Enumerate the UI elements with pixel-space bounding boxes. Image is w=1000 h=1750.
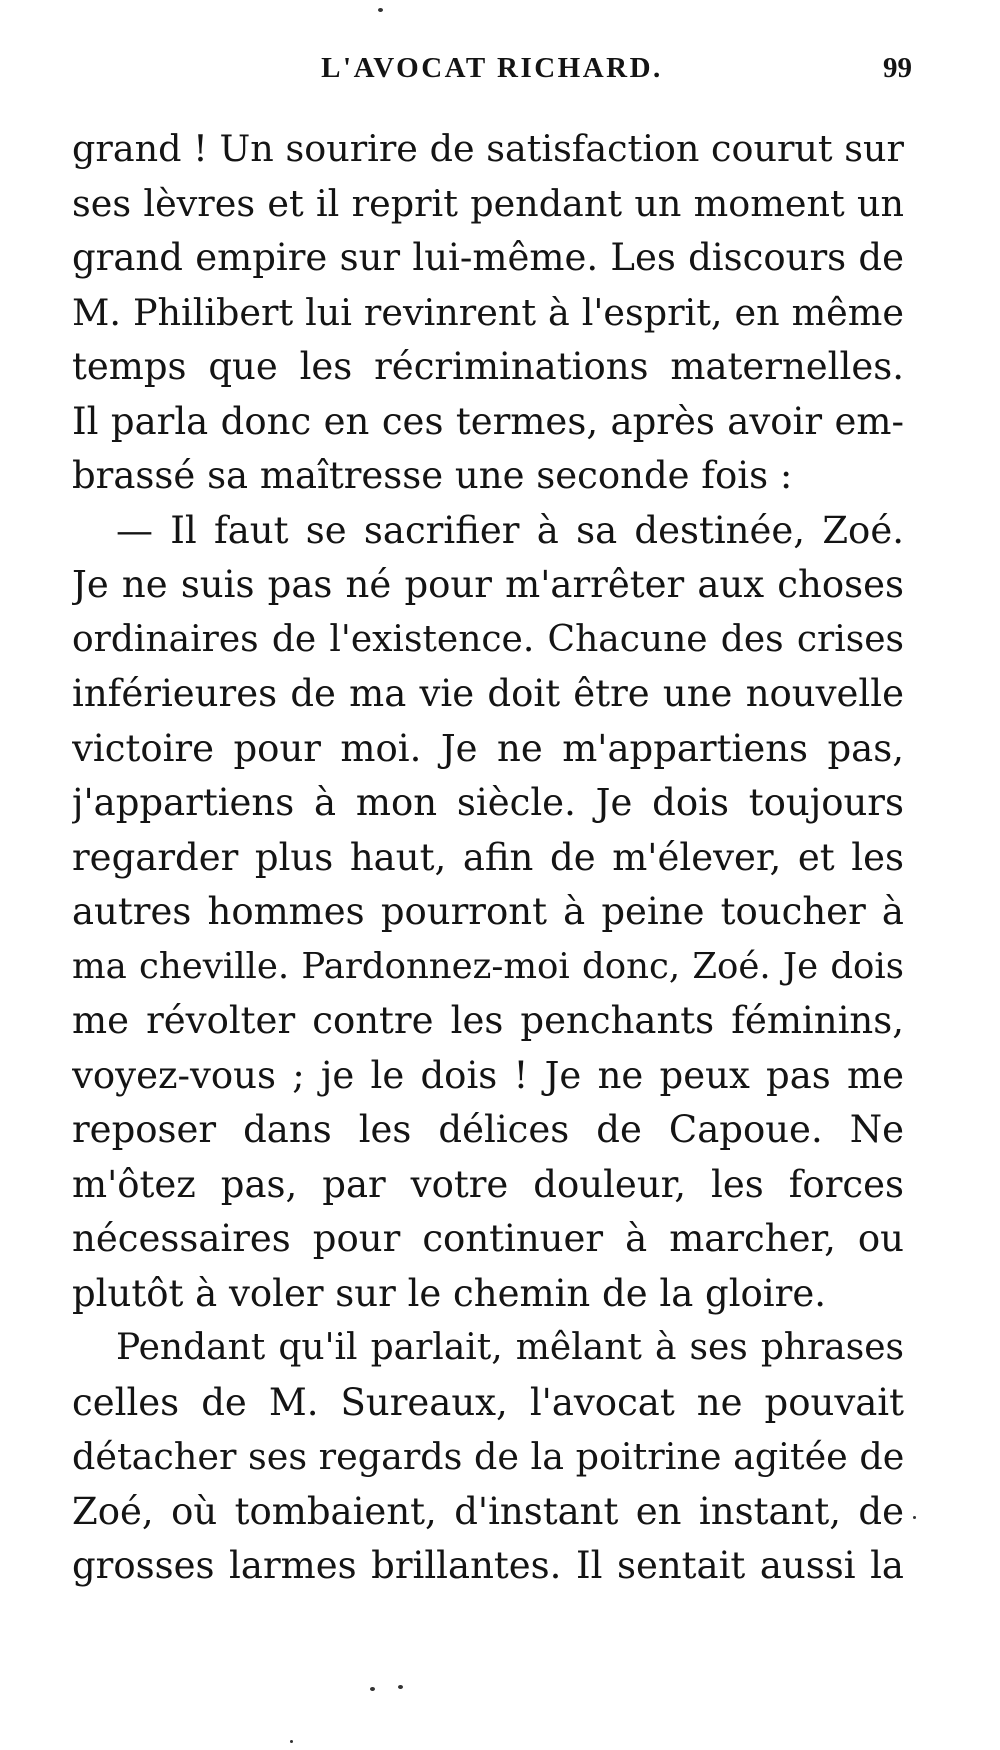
print-speck	[370, 1687, 375, 1691]
text-line: reposer dans les délices de Capoue. Ne	[72, 1108, 904, 1151]
text-line: Pendant qu'il parlait, mêlant à ses phrases	[116, 1327, 904, 1368]
text-line: plutôt à voler sur le chemin de la gloire.	[72, 1271, 826, 1315]
text-line: regarder plus haut, afin de m'élever, et les	[72, 835, 904, 879]
print-speck	[913, 1516, 916, 1519]
text-line: Zoé, où tombaient, d'instant en instant, de	[72, 1489, 904, 1533]
text-line: voyez-vous ; je le dois ! Je ne peux pas me	[72, 1053, 904, 1097]
text-line: celles de M. Sureaux, l'avocat ne pouvait	[72, 1380, 904, 1424]
text-line: temps que les récriminations maternelles.	[72, 345, 904, 388]
text-line: victoire pour moi. Je ne m'appartiens pas,	[72, 726, 904, 770]
print-speck	[378, 8, 383, 12]
text-line: m'ôtez pas, par votre douleur, les forces	[72, 1162, 904, 1206]
text-line: grand ! Un sourire de satisfaction courut sur	[72, 127, 904, 170]
text-line: ses lèvres et il reprit pendant un moment un	[72, 181, 904, 225]
text-line: détacher ses regards de la poitrine agitée de	[72, 1435, 904, 1478]
text-line: Je ne suis pas né pour m'arrêter aux choses	[72, 563, 904, 606]
running-title: L'AVOCAT RICHARD.	[321, 52, 663, 84]
text-line: inférieures de ma vie doit être une nouvelle	[72, 672, 904, 715]
text-line: ordinaires de l'existence. Chacune des crises	[72, 618, 904, 660]
text-line: j'appartiens à mon siècle. Je dois toujours	[72, 781, 904, 824]
text-line: brassé sa maîtresse une seconde fois :	[72, 454, 793, 497]
text-line: M. Philibert lui revinrent à l'esprit, en même	[72, 290, 904, 334]
page-number: 99	[883, 52, 912, 84]
text-line: nécessaires pour continuer à marcher, ou	[72, 1217, 904, 1260]
print-speck	[398, 1685, 403, 1689]
text-line: me révolter contre les penchants féminins,	[72, 999, 904, 1042]
text-line: ma cheville. Pardonnez-moi donc, Zoé. Je dois	[72, 945, 904, 987]
text-line: grand empire sur lui-même. Les discours de	[72, 236, 904, 279]
text-line: — Il faut se sacrifier à sa destinée, Zoé.	[116, 508, 904, 552]
text-line: Il parla donc en ces termes, après avoir em-	[72, 399, 904, 443]
print-speck	[290, 1740, 293, 1743]
page-header	[72, 52, 912, 92]
body-text	[72, 122, 904, 1594]
text-line: autres hommes pourront à peine toucher à	[72, 890, 904, 933]
text-line: grosses larmes brillantes. Il sentait aussi la	[72, 1544, 904, 1587]
